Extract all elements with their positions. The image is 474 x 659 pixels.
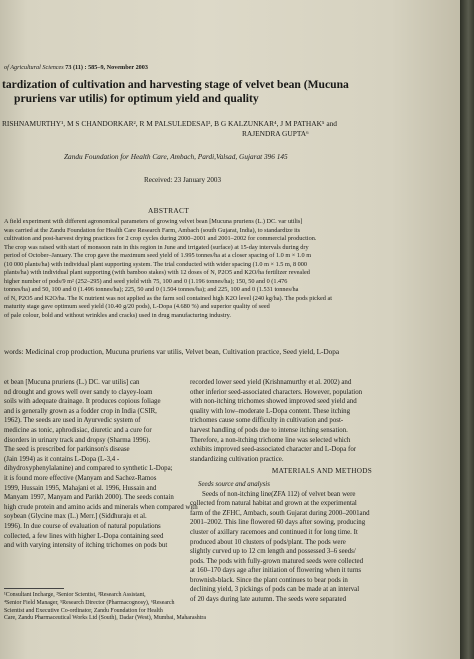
body-line: high crude protein and amino acids and minerals when compared with	[4, 503, 198, 511]
body-line: produced about 10 clusters of pods/plant. The pods were	[190, 538, 346, 546]
body-line: quality with low–moderate L-Dopa content. These itching	[190, 407, 351, 415]
body-line: disorders in urinary track and dropsy (Sharma 1996).	[4, 436, 151, 444]
abstract-line: A field experiment with different agronomical parameters of growing velvet bean [Mucuna pruriens (L.) DC. var utilis]	[4, 218, 303, 225]
title-line-1: tardization of cultivation and harvesting stage of velvet bean (Mucuna	[2, 78, 349, 91]
body-line: and is generally grown as a fodder crop in India (CSIR,	[4, 407, 157, 415]
body-line: of 20 days during late autumn. The seeds were separated	[190, 596, 347, 604]
body-line: at 160–170 days age after initiation of flowering when it turns	[190, 567, 362, 575]
footnotes	[4, 592, 206, 623]
keywords-text: Medicinal crop production, Mucuna pruriens var utilis, Velvet bean, Cultivation practice, Seed yield, L-Dopa	[25, 348, 340, 356]
abstract-body	[4, 218, 460, 320]
abstract-line: cultivation and post-harvest drying practices for 2 crop cycles during 2000–2001 and 2001–2002 for commercial production.	[4, 235, 317, 242]
body-line: et bean [Mucuna pruriens (L.) DC. var utilis] can	[4, 379, 140, 386]
body-line: collected, a few lines with higher L-Dopa containing seed	[4, 532, 164, 540]
body-line: declining yield, 3 pickings of pods can be made at an interval	[190, 586, 360, 594]
abstract-line: maturity stage gave optimum seed yield (10.40 g/20 pods), L-Dopa (4.680 %) and superior quality of seed	[4, 303, 270, 310]
body-line: The seed is prescribed for parkinson's disease	[4, 446, 130, 454]
journal-name: of Agricultural Sciences	[4, 64, 64, 71]
abstract-line: The crop was raised with start of monsoon rain in this region in June and irrigated (surface) at 15-day intervals during dry	[4, 243, 309, 251]
body-line: it is found more effective (Manyam and Sachez-Ramos	[4, 474, 157, 482]
body-line: 1996). In due course of evaluation of natural populations	[4, 522, 161, 530]
abstract-line: of N, P2O5 and K2O/ha. The K nutrient was not applied as the farm soil contained high K2O level (240 kg/ha). The pods picked at	[4, 294, 332, 302]
abstract-line: period of October–January. The crop gave the maximum seed yield of 1.995 tonnes/ha at a closer spacing of 1.0 m × 1.0 m	[4, 252, 312, 259]
footnote-line: Scientist and Executive Co-ordinator, Zandu Foundation for Health	[4, 607, 163, 614]
affiliation: Zandu Foundation for Health Care, Ambach, Pardi,Valsad, Gujarat 396 145	[64, 152, 288, 161]
body-line: Manyam 1997, Manyam and Parikh 2000). The seeds contain	[4, 494, 174, 502]
body-line: harvest handling of pods due to intense itching sensation.	[190, 426, 348, 434]
body-line: brownish-black. Since the plant continues to bear pods in	[190, 576, 348, 584]
footnote-line: Care, Zandu Pharmaceutical Works Ltd (South), Dadar (West), Mumbai, Maharashtra	[4, 615, 206, 622]
abstract-line: (10 000 plants/ha) with individual plant supporting system. The trial conducted with wider spacing (1.0 m × 1.5 m, 8 000	[4, 260, 308, 268]
scanner-edge	[460, 0, 474, 659]
abstract-line: plants/ha) with individual plant supporting (with bamboo stakes) with 12 doses of N, P2O5 and K2O/ha fertilizer revealed	[4, 269, 310, 276]
journal-header	[4, 64, 460, 71]
abstract-line: of pale colour, bold and without wrinkles and cracks) used in drug manufacturing industry.	[4, 311, 231, 319]
body-line: Therefore, a non-itching trichome line was selected which	[190, 436, 351, 444]
journal-citation: 73 (11) : 585–9, November 2003	[65, 64, 148, 71]
abstract-heading: ABSTRACT	[148, 206, 190, 215]
body-line: standardizing cultivation practice.	[190, 455, 284, 463]
body-line: soybean (Glycine max (L.) Merr.] (Siddhuraju et al.	[4, 513, 147, 521]
body-line: recorded lower seed yield (Krishnamurthy et al. 2002) and	[190, 379, 352, 386]
methods-subheading: Seeds source and analysis	[198, 480, 270, 488]
body-line: 1962). The seeds are used in Ayurvedic system of	[4, 417, 141, 425]
body-line: 1999, Hussain 1995, Mahajani et al. 1996, Hussain and	[4, 484, 157, 492]
body-line: nd drought and grows well over sandy to clayey-loam	[4, 388, 153, 396]
footnote-line: ¹Consultant Incharge, ²Senior Scientist, ³Research Assistant,	[4, 592, 146, 598]
body-line: and with varying intensity of itching trichomes on pods but	[4, 542, 168, 550]
authors-line-1: RISHNAMURTHY¹, M S CHANDORKAR², R M PALSULEDESAI³, B G KALZUNKAR⁴, J M PATHAK⁵ and	[2, 119, 338, 128]
body-line: with non-itching trichomes showed improved seed yield and	[190, 398, 357, 406]
body-line: slightly curved up to 12 cm length and possessed 3–6 seeds/	[190, 548, 356, 556]
article-title	[2, 78, 460, 106]
body-line: other inferior seed-associated characters. However, population	[190, 388, 363, 396]
keywords	[4, 348, 460, 356]
body-line: cluster of axillary racemoes and continued it for long time. It	[190, 528, 358, 536]
body-line: soils with adequate drainage. It produces copious foliage	[4, 398, 161, 406]
body-line: dihydroxyphenylalanine) and compared to synthetic L-Dopa;	[4, 465, 173, 473]
abstract-line: higher number of pods/9 m² (252–295) and seed yield with 75, 100 and 0 (1.196 tonnes/ha); 150, 50 and 0 (1.476	[4, 277, 288, 285]
body-line: trichomes cause some difficulty in cultivation and post-	[190, 417, 344, 425]
body-line: farm of the ZFHC, Ambach, south Gujarat during 2000–2001and	[190, 509, 370, 517]
body-line: collected from natural habitat and grown at the experimental	[190, 500, 357, 508]
methods-heading: MATERIALS AND METHODS	[271, 467, 373, 476]
abstract-line: was carried at the Zandu Foundation for Health Care Research Farm, Ambach (south Gujarat, India), to standardize its	[4, 226, 301, 234]
footnote-rule	[4, 588, 64, 589]
received-date: Received: 23 January 2003	[144, 176, 222, 184]
title-line-2: pruriens var utilis) for optimum yield and quality	[14, 92, 259, 105]
body-line: exhibits improved seed-associated character and L-Dopa for	[190, 446, 357, 454]
body-line: Seeds of non-itching line(ZFA 112) of velvet bean were	[202, 490, 356, 498]
abstract-line: tonnes/ha) and 50, 100 and 0 (1.496 tonnes/ha); 225, 50 and 0 (1.504 tonnes/ha); and 225, 100 and 0 (1.531 tonnes/ha	[4, 286, 299, 293]
author-list	[2, 119, 460, 139]
keywords-label: words:	[4, 348, 24, 356]
body-line: pods. The pods with fully-grown matured seeds were collected	[190, 557, 364, 565]
footnote-line: ⁴Senior Field Manager, ⁵Research Director (Pharmacognosy), ⁶Research	[4, 599, 175, 606]
right-column	[190, 378, 454, 605]
body-line: 2001–2002. This line flowered 60 days after sowing, producing	[190, 519, 366, 527]
left-column	[4, 378, 198, 551]
body-line: (Jain 1994) as it contains L-Dopa (L-3,4 -	[4, 455, 120, 463]
authors-line-2: RAJENDRA GUPTA⁶	[242, 129, 309, 138]
body-line: medicine as tonic, aphrodisiac, diuretic and a cure for	[4, 426, 152, 434]
